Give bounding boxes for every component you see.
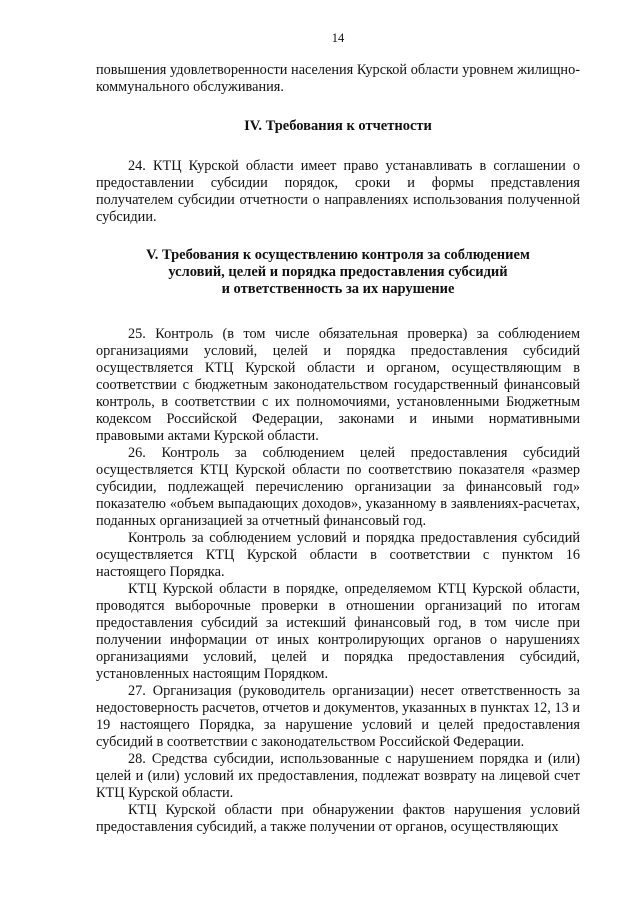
paragraph-26: 26. Контроль за соблюдением целей предоставления субсидий осуществляется КТЦ Курской области по соответствию показателя «размер субсидии, подлежащей перечислению организации за финансовый год» показателю «объем выпадающих доходов», указанному в заявлениях-расчетах, поданных организацией за отчетный финансовый год.	[96, 445, 580, 529]
paragraph-26-inspections: КТЦ Курской области в порядке, определяемом КТЦ Курской области, проводятся выборочные проверки в отношении организаций по итогам предоставления субсидий за истекший финансовый год, в том числе при получении информации от иных контролирующих органов о нарушениях организациями условий, целей и порядка предоставления субсидий, установленных настоящим Порядком.	[96, 581, 580, 682]
paragraph-28-continued: КТЦ Курской области при обнаружении фактов нарушения условий предоставления субсидий, а также получении от органов, осуществляющих	[96, 802, 580, 835]
section-v-heading	[96, 247, 580, 298]
section-v-heading-line-2: условий, целей и порядка предоставления субсидий	[168, 264, 508, 280]
paragraph-26-control: Контроль за соблюдением условий и порядка предоставления субсидий осуществляется КТЦ Курской области в соответствии с пунктом 16 настоящего Порядка.	[96, 530, 580, 580]
section-v-heading-line-1: V. Требования к осуществлению контроля за соблюдением	[146, 247, 530, 263]
section-v-heading-line-3: и ответственность за их нарушение	[221, 281, 455, 297]
paragraph-25: 25. Контроль (в том числе обязательная проверка) за соблюдением организациями условий, целей и порядка предоставления субсидий осуществляется КТЦ Курской области и органом, осуществляющим в соответствии с бюджетным законодательством государственный финансовый контроль, в соответствии с их полномочиями, установленными Бюджетным кодексом Российской Федерации, законами и иными нормативными правовыми актами Курской области.	[96, 326, 580, 444]
paragraph-24: 24. КТЦ Курской области имеет право устанавливать в соглашении о предоставлении субсидии порядок, сроки и формы представления получателем субсидии отчетности о направлениях использования полученной субсидии.	[96, 158, 580, 225]
paragraph-27: 27. Организация (руководитель организации) несет ответственность за недостоверность расчетов, отчетов и документов, указанных в пунктах 12, 13 и 19 настоящего Порядка, за нарушение условий и целей предоставления субсидий в соответствии с законодательством Российской Федерации.	[96, 683, 580, 750]
page-number: 14	[331, 31, 345, 45]
paragraph-continuation: повышения удовлетворенности населения Курской области уровнем жилищно-коммунального обслуживания.	[96, 62, 580, 95]
section-iv-heading: IV. Требования к отчетности	[244, 118, 432, 134]
paragraph-28: 28. Средства субсидии, использованные с нарушением порядка и (или) целей и (или) условий их предоставления, подлежат возврату на лицевой счет КТЦ Курской области.	[96, 751, 580, 801]
